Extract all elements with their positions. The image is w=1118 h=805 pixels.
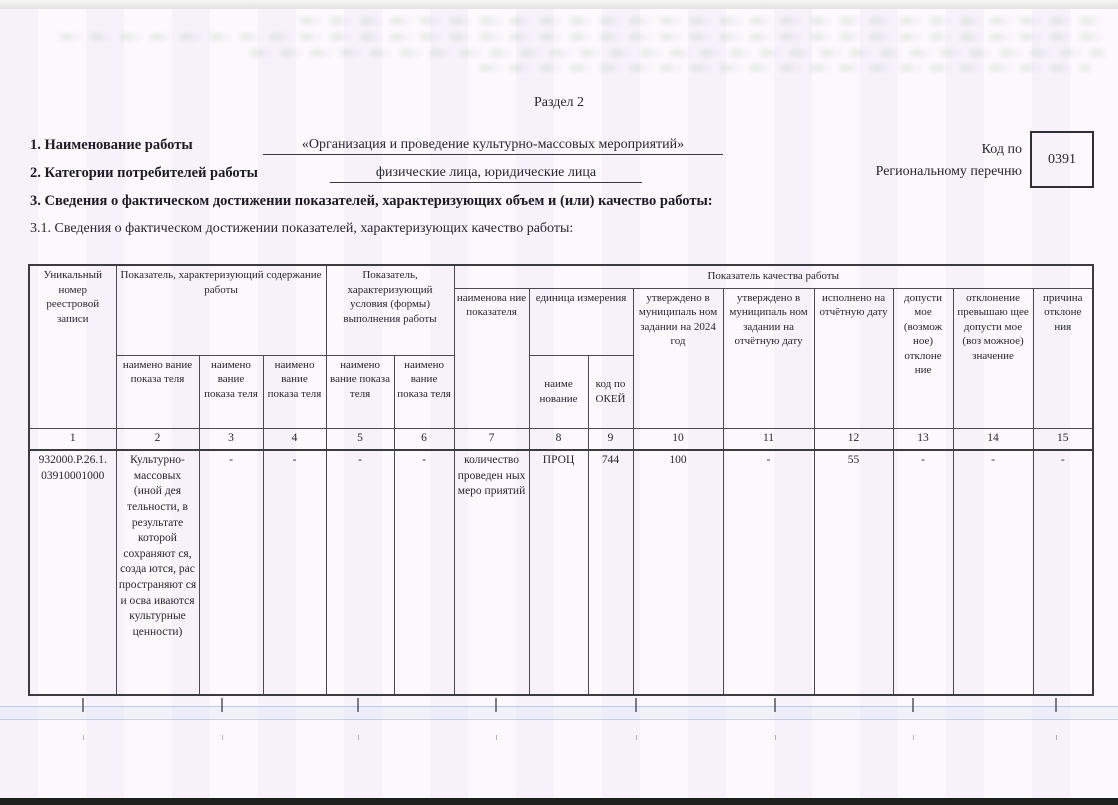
bleedthrough-tick [357,698,359,712]
work-name-label: 1. Наименование работы [30,137,193,153]
quality-indicators-table [28,264,1094,696]
regional-code-box [1030,131,1094,188]
column-number: 6 [394,428,454,450]
bleedthrough-line [0,706,1118,707]
bleedthrough-tick [221,698,223,712]
bleedthrough-artifact [250,49,1106,57]
header-indicator-name: наименова ние показателя [454,288,529,428]
cell-content-2: - [199,450,263,695]
bleedthrough-line [0,719,1118,720]
column-number: 9 [588,428,633,450]
header-group-conditions: Показатель, характеризующий условия (формы) выполнения работы [326,265,454,355]
section3-heading: 3. Сведения о фактическом достижении показателей, характеризующих объем и (или) качество работы: [30,193,713,209]
cell-allowed-deviation: - [893,450,953,695]
consumer-category-label: 2. Категории потребителей работы [30,165,258,181]
cell-content-3: - [263,450,326,695]
bleedthrough-dot [775,735,776,740]
bleedthrough-dot [222,735,223,740]
bleedthrough-band [0,706,1118,718]
header-deviation-reason: причина отклоне ния [1033,288,1093,428]
scan-bottom-edge [0,798,1118,805]
paper-sheet [0,9,1118,798]
header-unit-group: единица измерения [529,288,633,355]
cell-registry-number: 932000.Р.26.1. 03910001000 [29,450,116,695]
cell-executed: 55 [814,450,893,695]
column-number: 13 [893,428,953,450]
column-number: 10 [633,428,723,450]
bleedthrough-dot [913,735,914,740]
bleedthrough-dot [358,735,359,740]
section-title: Раздел 2 [533,95,585,110]
bleedthrough-dot [496,735,497,740]
header-unit-name: наиме нование [529,355,588,428]
header-group-quality: Показатель качества работы [454,265,1093,288]
cell-deviation-reason: - [1033,450,1093,695]
header-approved-date: утверждено в муниципаль ном задании на отчётную дату [723,288,814,428]
column-number: 8 [529,428,588,450]
consumer-category-value: физические лица, юридические лица [330,165,642,183]
bleedthrough-tick [82,698,84,712]
cell-unit-name: ПРОЦ [529,450,588,695]
column-number: 14 [953,428,1033,450]
column-number: 4 [263,428,326,450]
header-executed: исполнено на отчётную дату [814,288,893,428]
section3-1-heading: 3.1. Сведения о фактическом достижении показателей, характеризующих качество работы: [30,221,574,236]
header-group-content: Показатель, характеризующий содержание работы [116,265,326,355]
code-caption [876,139,1022,184]
bleedthrough-artifact [60,33,1106,41]
cell-condition-1: - [326,450,394,695]
header-exceeding-deviation: отклонение превышаю щее допусти мое (воз можное) значение [953,288,1033,428]
bleedthrough-tick [912,698,914,712]
cell-exceeding-deviation: - [953,450,1033,695]
header-approved-year: утверждено в муниципаль ном задании на 2024 год [633,288,723,428]
header-indicator-name-2: наимено вание показа теля [116,355,199,428]
header-indicator-name-5: наимено вание показа теля [326,355,394,428]
work-name-value: «Организация и проведение культурно-массовых мероприятий» [263,137,723,155]
column-number: 11 [723,428,814,450]
bleedthrough-dot [636,735,637,740]
cell-indicator-name: количество проведен ных меро приятий [454,450,529,695]
bleedthrough-dot [83,735,84,740]
cell-condition-2: - [394,450,454,695]
bleedthrough-tick [774,698,776,712]
scan-top-edge [0,0,1118,9]
header-indicator-name-3: наимено вание показа теля [199,355,263,428]
cell-unit-code: 744 [588,450,633,695]
column-number: 3 [199,428,263,450]
header-registry-number: Уникальный номер реестровой записи [29,265,116,428]
header-indicator-name-6: наимено вание показа теля [394,355,454,428]
bleedthrough-artifact [480,64,1090,72]
column-number: 2 [116,428,199,450]
bleedthrough-artifact [300,17,1100,25]
column-number: 7 [454,428,529,450]
column-number: 15 [1033,428,1093,450]
bleedthrough-tick [1055,698,1057,712]
column-number: 1 [29,428,116,450]
bleedthrough-tick [495,698,497,712]
header-allowed-deviation: допусти мое (возмож ное) отклоне ние [893,288,953,428]
regional-code-value: 0391 [1048,151,1076,167]
cell-content-indicator: Культурно- массовых (иной дея тельности, в результате которой сохраняют ся, созда ются, рас пространяют ся и осва иваются культурные ценности) [116,450,199,695]
bleedthrough-tick [635,698,637,712]
header-unit-code: код по ОКЕЙ [588,355,633,428]
code-caption-line2: Региональному перечню [875,164,1022,180]
cell-approved-year: 100 [633,450,723,695]
column-number: 5 [326,428,394,450]
bleedthrough-dot [1056,735,1057,740]
column-number: 12 [814,428,893,450]
cell-approved-date: - [723,450,814,695]
header-indicator-name-4: наимено вание показа теля [263,355,326,428]
code-caption-line1: Код по [981,142,1022,157]
